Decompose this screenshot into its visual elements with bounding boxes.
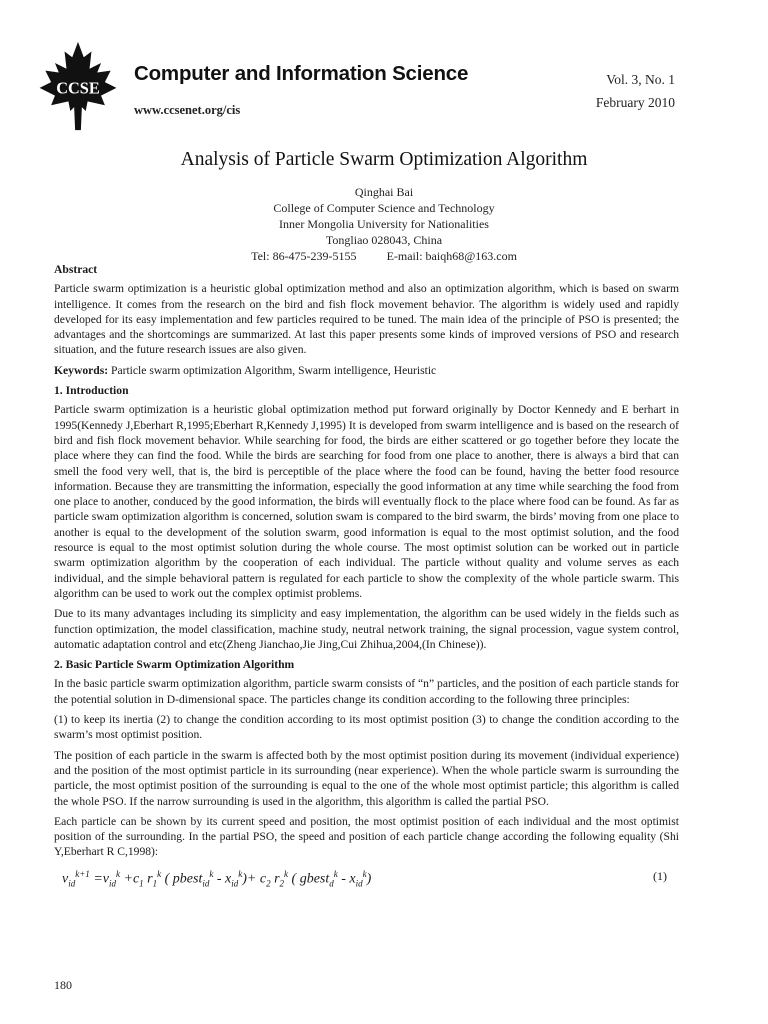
abstract-text: Particle swarm optimization is a heuristic global optimization method and also an optimization algorithm, which is based on swarm intelligence. It comes from the research on the bird and fish flock movement behavior. The algorithm is widely used and rapidly developed for its easy implementation and few particles required to be tuned. The main idea of the principle of PSO is presented; the advantages and the shortcomings are summarized. At last this paper presents some kinds of improved versions of PSO and research situation, and the future research issues are also given. [54, 282, 679, 357]
logo-text: CCSE [56, 78, 100, 98]
affiliation-college: College of Computer Science and Technology [273, 201, 495, 215]
section-1-paragraph-1: Particle swarm optimization is a heuristic global optimization method put forward originally by Doctor Kennedy and E berhart in 1995(Kennedy J,Eberhart R,1995;Eberhart R,Kennedy J,1995) It is developed from swarm intelligence and is based on the research of bird and fish flock movement behavior. While searching for food, the birds are either scattered or go together before they locate the place where they can find the food. While the birds are searching for food from one place to another, there is always a bird that can smell the food very well, that is, the bird is perceptible of the place where the food can be found, having the better food resource information. Because they are transmitting the information, especially the good information at any time while searching the food from one place to another, conduced by the good information, the birds will eventually flock to the place where food can be found. As far as particle swam optimization algorithm is concerned, solution swam is compared to the bird swarm, the birds’ moving from one place to another is equal to the development of the solution swarm, good information is equal to the most optimist solution, and the food resource is equal to the most optimist solution during the whole course. The most optimist solution can be worked out in particle swarm optimization algorithm by the cooperation of each individual. The particle without quality and volume serves as each individual, and the simple behavioral pattern is regulated for each particle to show the complexity of the whole particle swarm. This algorithm can be used to work out the complex optimist problems. [54, 403, 679, 600]
section-2-heading: 2. Basic Particle Swarm Optimization Algorithm [54, 658, 295, 672]
journal-url: www.ccsenet.org/cis [134, 103, 241, 117]
section-2-paragraph-1: In the basic particle swarm optimization algorithm, particle swarm consists of “n” particles, and the position of each particle stands for the potential solution in D-dimensional space. The particles change its condition according to the following three principles: [54, 677, 679, 706]
section-2-paragraph-4: Each particle can be shown by its current speed and position, the most optimist position of each individual and the most optimist position of the surrounding. In the partial PSO, the speed and position of each particle change according the following equality (Shi Y,Eberhart R C,1998): [54, 814, 679, 859]
journal-title: Computer and Information Science [134, 62, 469, 85]
author-name: Qinghai Bai [354, 185, 414, 199]
equation-expression: $v_{id}^{k+1} =v_{id}^k +c_1$ $r_1^k$ ( pbest$_{id}^k$ - $x_{id}^k)+ c_2$ $r_2^k$ ( gbest$_d^k$ - $x_{id}^k$) [62, 868, 372, 889]
keywords-line [54, 363, 679, 378]
author-tel: Tel: 86-475-239-5155 [251, 249, 357, 263]
section-2-paragraph-3: The position of each particle in the swarm is affected both by the most optimist position during its movement (individual experience) and the position of the most optimist particle in its surrounding (near experience). When the whole particle swarm is surrounding the particle, the most optimist position of the surrounding is equal to the one of the whole most optimist particle; this algorithm is called the whole PSO. If the narrow surrounding is used in the algorithm, this algorithm is called the partial PSO. [54, 748, 679, 808]
ccse-maple-leaf-logo [30, 38, 126, 134]
abstract-heading: Abstract [54, 263, 98, 276]
page-number: 180 [54, 978, 72, 992]
affiliation-university: Inner Mongolia University for Nationalities [279, 217, 489, 231]
velocity-update-equation [54, 865, 679, 891]
paper-body [54, 262, 679, 891]
section-1-heading: 1. Introduction [54, 384, 129, 398]
section-1-paragraph-2: Due to its many advantages including its simplicity and easy implementation, the algorithm can be used widely in the fields such as function optimization, the model classification, machine study, neutral network training, the signal procession, vague system control, automatic adaptation control and etc(Zheng Jianchao,Jie Jing,Cui Zhihua,2004,(In Chinese)). [54, 607, 679, 651]
paper-title: Analysis of Particle Swarm Optimization Algorithm [180, 149, 588, 170]
equation-number: (1) [653, 868, 667, 883]
issue-date: February 2010 [595, 95, 675, 110]
author-address: Tongliao 028043, China [325, 233, 443, 247]
volume-info: Vol. 3, No. 1 [606, 72, 675, 87]
keywords-text: Particle swarm optimization Algorithm, Swarm intelligence, Heuristic [108, 363, 437, 377]
section-2-paragraph-2: (1) to keep its inertia (2) to change the condition according to its most optimist position (3) to change the condition according to the swarm’s most optimist position. [54, 713, 679, 742]
author-block [0, 184, 768, 264]
keywords-label: Keywords: [54, 363, 109, 377]
author-email: E-mail: baiqh68@163.com [386, 249, 517, 263]
